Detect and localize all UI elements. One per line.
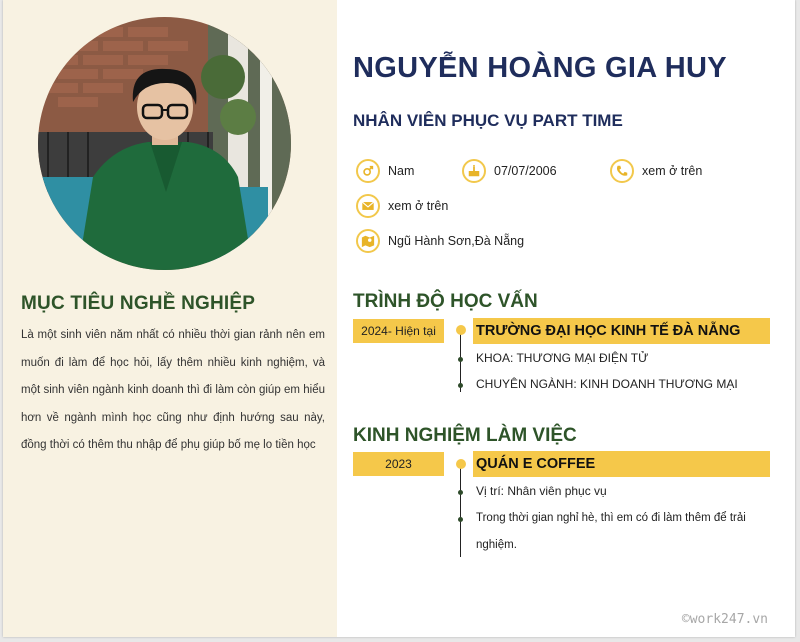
experience-timeline: [460, 463, 461, 557]
phone-info: [610, 159, 702, 183]
birthday-info: [462, 159, 557, 183]
experience-period: 2023: [353, 452, 444, 476]
cv-page: [3, 0, 795, 637]
experience-title: KINH NGHIỆM LÀM VIỆC: [353, 425, 577, 446]
cake-icon: [462, 159, 486, 183]
gender-icon: [356, 159, 380, 183]
birthday-value: 07/07/2006: [494, 164, 557, 178]
mail-icon: [356, 194, 380, 218]
education-period: 2024- Hiện tại: [353, 319, 444, 343]
address-value: Ngũ Hành Sơn,Đà Nẵng: [388, 234, 525, 248]
faculty: KHOA: THƯƠNG MẠI ĐIỆN TỬ: [476, 351, 649, 365]
role-bullet: [458, 490, 463, 495]
profile-photo: [38, 17, 291, 270]
major: CHUYÊN NGÀNH: KINH DOANH THƯƠNG MẠI: [476, 377, 738, 391]
school-name: TRƯỜNG ĐẠI HỌC KINH TẾ ĐÀ NẴNG: [473, 318, 770, 344]
job-role: Vị trí: Nhân viên phục vụ: [476, 484, 607, 498]
watermark: ©work247.vn: [681, 612, 768, 627]
faculty-bullet: [458, 357, 463, 362]
job-description: Trong thời gian nghỉ hè, thì em có đi làm thêm để trải nghiệm.: [476, 512, 746, 551]
description-bullet: [458, 517, 463, 522]
objective-title: MỤC TIÊU NGHỀ NGHIỆP: [21, 293, 256, 314]
major-bullet: [458, 383, 463, 388]
desired-position: NHÂN VIÊN PHỤC VỤ PART TIME: [353, 111, 623, 130]
education-title: TRÌNH ĐỘ HỌC VẤN: [353, 291, 538, 312]
experience-timeline-dot: [456, 459, 466, 469]
objective-text: Là một sinh viên năm nhất có nhiều thời gian rảnh nên em muốn đi làm để học hỏi, lấy thêm nhiều kinh nghiệm, và một sinh viên ngành kinh doanh thì đi làm còn giúp em hiểu hơn về ngành mình học cũng như định hướng sau này, đồng thời có thêm thu nhập để phụ giúp bố mẹ lo tiền học: [21, 329, 325, 451]
gender-info: [356, 159, 414, 183]
map-icon: [356, 229, 380, 253]
email-info: [356, 194, 448, 218]
phone-icon: [610, 159, 634, 183]
company-name: QUÁN E COFFEE: [473, 451, 770, 477]
left-sidebar: [3, 0, 337, 637]
email-value: xem ở trên: [388, 199, 449, 213]
address-info: [356, 229, 524, 253]
gender-value: Nam: [388, 164, 415, 178]
phone-value: xem ở trên: [642, 164, 703, 178]
candidate-name: NGUYỄN HOÀNG GIA HUY: [353, 52, 727, 84]
education-timeline-dot: [456, 325, 466, 335]
